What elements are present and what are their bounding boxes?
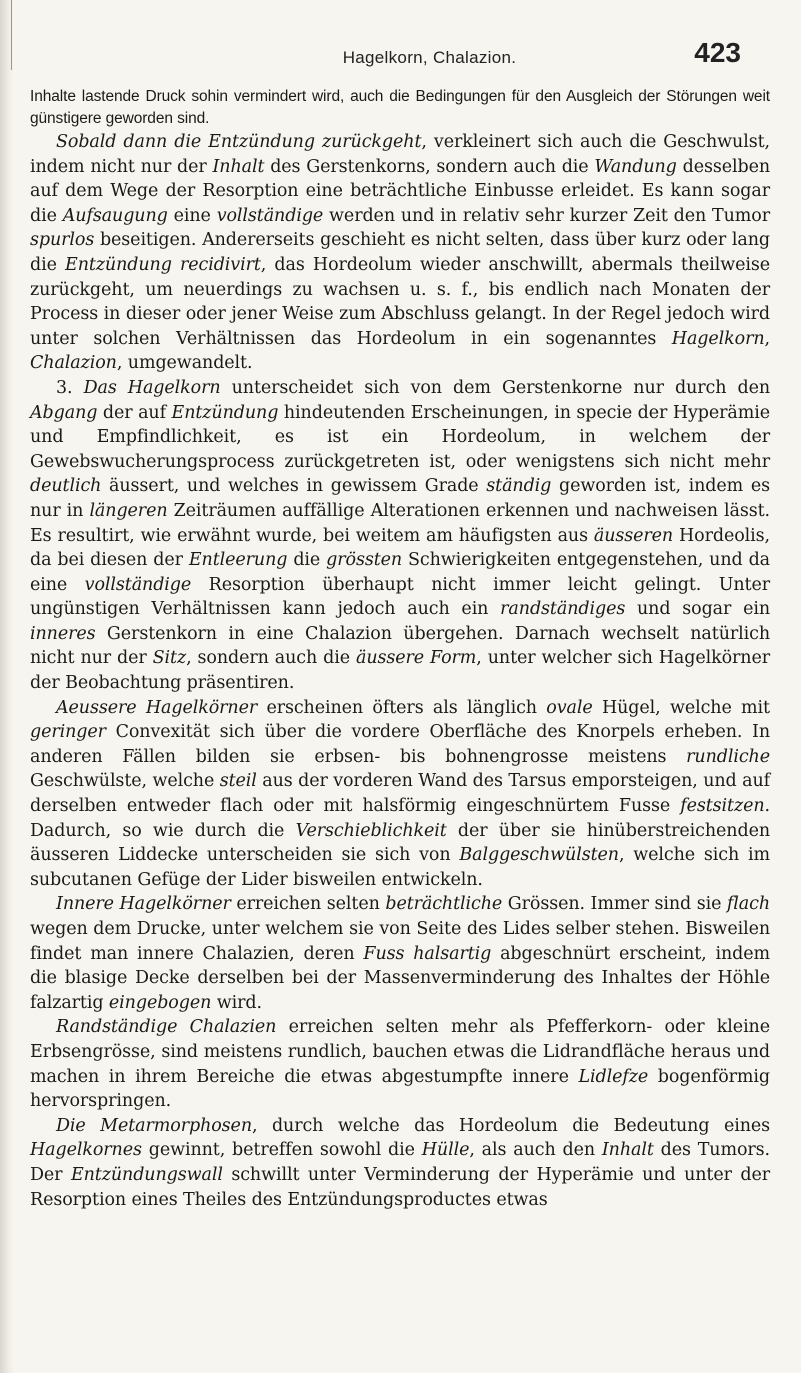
- emphasis: Aufsaugung: [62, 205, 168, 226]
- emphasis: randständiges: [500, 599, 626, 620]
- emphasis: geringer: [30, 722, 106, 743]
- paragraph-continuation: Inhalte lastende Druck sohin vermindert wird, auch die Bedingungen für den Ausgleich der Störungen weit günstigere geworden sind.: [30, 88, 770, 127]
- emphasis: beträchtliche: [385, 894, 503, 915]
- emphasis: vollständige: [84, 574, 192, 595]
- emphasis: Die Metarmorphosen: [56, 1115, 252, 1136]
- emphasis: Inhalt: [212, 156, 265, 177]
- paragraph-metamorphoses: Die Metarmorphosen, durch welche das Hordeolum die Bedeutung eines Hagelkornes gewinnt, betreffen sowohl die Hülle, als auch den Inhalt des Tumors. Der Entzündungswall schwillt unter Verminderung der Hyperämie und unter der Resorption eines Theiles des Entzündungsproductes etwas: [30, 1115, 771, 1210]
- emphasis: festsitzen: [680, 796, 765, 817]
- emphasis: grössten: [326, 550, 403, 571]
- emphasis: inneres: [30, 623, 96, 644]
- emphasis: Abgang: [30, 402, 98, 423]
- body-text: [30, 86, 770, 1212]
- emphasis: ständig: [486, 476, 552, 497]
- emphasis: Sobald dann die Entzündung zurückgeht: [56, 132, 422, 152]
- emphasis: Entzündungswall: [70, 1164, 223, 1185]
- emphasis: Sitz: [152, 648, 187, 669]
- emphasis: rundliche: [686, 746, 770, 767]
- emphasis: Wandung: [594, 156, 677, 177]
- emphasis: Hagelkorn: [671, 328, 765, 349]
- emphasis: Hülle: [421, 1140, 470, 1161]
- emphasis: deutlich: [30, 476, 102, 497]
- paragraph-hagelkorn-definition: 3. Das Hagelkorn unterscheidet sich von dem Gerstenkorne nur durch den Abgang der auf Entzündung hindeutenden Erscheinungen, in specie der Hyperämie und Empfindlichkeit, es ist ein Hordeolum, in welchem der Gewebswucherungsprocess zurückgetreten ist, oder wenigstens sich nicht mehr deutlich äussert, und welches in gewissem Grade ständig geworden ist, indem es nur in längeren Zeiträumen auffällige Alterationen erkennen und nachweisen lässt. Es resultirt, wie erwähnt wurde, bei weitem am häufigsten aus äusseren Hordeolis, da bei diesen der Entleerung die grössten Schwierigkeiten entgegenstehen, und da eine vollständige Resorption überhaupt nicht immer leicht gelingt. Unter ungünstigen Verhältnissen kann jedoch auch ein randständiges und sogar ein inneres Gerstenkorn in eine Chalazion übergehen. Darnach wechselt natürlich nicht nur der Sitz, sondern auch die äussere Form, unter welcher sich Hagelkörner der Beobachtung präsentiren.: [30, 377, 771, 694]
- paragraph-inflammation-recedes: Sobald dann die Entzündung zurückgeht, verkleinert sich auch die Geschwulst, indem nicht nur der Inhalt des Gerstenkorns, sondern auch die Wandung desselben auf dem Wege der Resorption eine beträchtliche Einbusse erleidet. Es kann sogar die Aufsaugung eine vollständige werden und in relativ sehr kurzer Zeit den Tumor spurlos beseitigen. Andererseits geschieht es nicht selten, dass über kurz oder lang die Entzündung recidivirt, das Hordeolum wieder anschwillt, abermals theilweise zurückgeht, um neuerdings zu wachsen u. s. f., bis endlich nach Monaten der Process in dieser oder jener Weise zum Abschluss gelangt. In der Regel jedoch wird unter solchen Verhältnissen das Hordeolum in ein sogenanntes Hagelkorn, Chalazion, umgewandelt.: [30, 132, 770, 374]
- emphasis: Balggeschwülsten: [459, 845, 619, 866]
- emphasis: Entleerung: [188, 550, 288, 571]
- emphasis: äusseren: [593, 525, 674, 546]
- emphasis: Entzündung: [171, 402, 279, 423]
- emphasis: Innere Hagelkörner: [56, 894, 231, 915]
- emphasis: Fuss halsartig: [363, 943, 492, 964]
- emphasis: Entzündung recidivirt: [65, 254, 261, 275]
- emphasis: vollständige: [216, 205, 324, 226]
- emphasis: Lidlefze: [578, 1066, 649, 1087]
- binding-edge-line: [11, 0, 12, 70]
- emphasis: Aeussere Hagelkörner: [56, 697, 258, 718]
- emphasis: steil: [219, 771, 257, 792]
- emphasis: ovale: [546, 697, 593, 718]
- emphasis: eingebogen: [108, 992, 212, 1013]
- paragraph-inner-chalazion: Innere Hagelkörner erreichen selten beträchtliche Grössen. Immer sind sie flach wegen dem Drucke, unter welchem sie von Seite des Lides selber stehen. Bisweilen findet man innere Chalazien, deren Fuss halsartig abgeschnürt erscheint, indem die blasige Decke derselben bei der Massenverminderung des Inhaltes der Höhle falzartig eingebogen wird.: [30, 894, 771, 1013]
- emphasis: Randständige Chalazien: [56, 1017, 277, 1038]
- page-number: 423: [694, 37, 741, 68]
- emphasis: Hagelkornes: [30, 1140, 142, 1161]
- running-head-title: Hagelkorn, Chalazion.: [342, 48, 517, 67]
- paragraph-outer-chalazion: Aeussere Hagelkörner erscheinen öfters als länglich ovale Hügel, welche mit geringer Convexität sich über die vordere Oberfläche des Knorpels erheben. In anderen Fällen bilden sie erbsen- bis bohnengrosse meistens rundliche Geschwülste, welche steil aus der vorderen Wand des Tarsus emporsteigen, und auf derselben entweder flach oder mit halsförmig eingeschnürtem Fusse festsitzen. Dadurch, so wie durch die Verschieblichkeit der über sie hinüberstreichenden äusseren Liddecke unterscheiden sie sich von Balggeschwülsten, welche sich im subcutanen Gefüge der Lider bisweilen entwickeln.: [30, 697, 771, 890]
- running-head: [118, 37, 741, 88]
- emphasis: Verschieblichkeit: [295, 820, 447, 841]
- binding-edge-shadow: [0, 0, 14, 1373]
- emphasis: äussere Form: [355, 648, 477, 669]
- emphasis: längeren: [89, 500, 168, 521]
- emphasis: flach: [726, 894, 770, 915]
- emphasis: Inhalt: [601, 1140, 654, 1161]
- paragraph-marginal-chalazion: Randständige Chalazien erreichen selten mehr als Pfefferkorn- oder kleine Erbsengrösse, sind meistens rundlich, bauchen etwas die Lidrandfläche heraus und machen in ihrem Bereiche die etwas abgestumpfte innere Lidlefze bogenförmig hervorspringen.: [30, 1017, 771, 1112]
- emphasis: Chalazion: [30, 353, 117, 374]
- emphasis: Das Hagelkorn: [83, 377, 221, 398]
- emphasis: spurlos: [30, 230, 95, 251]
